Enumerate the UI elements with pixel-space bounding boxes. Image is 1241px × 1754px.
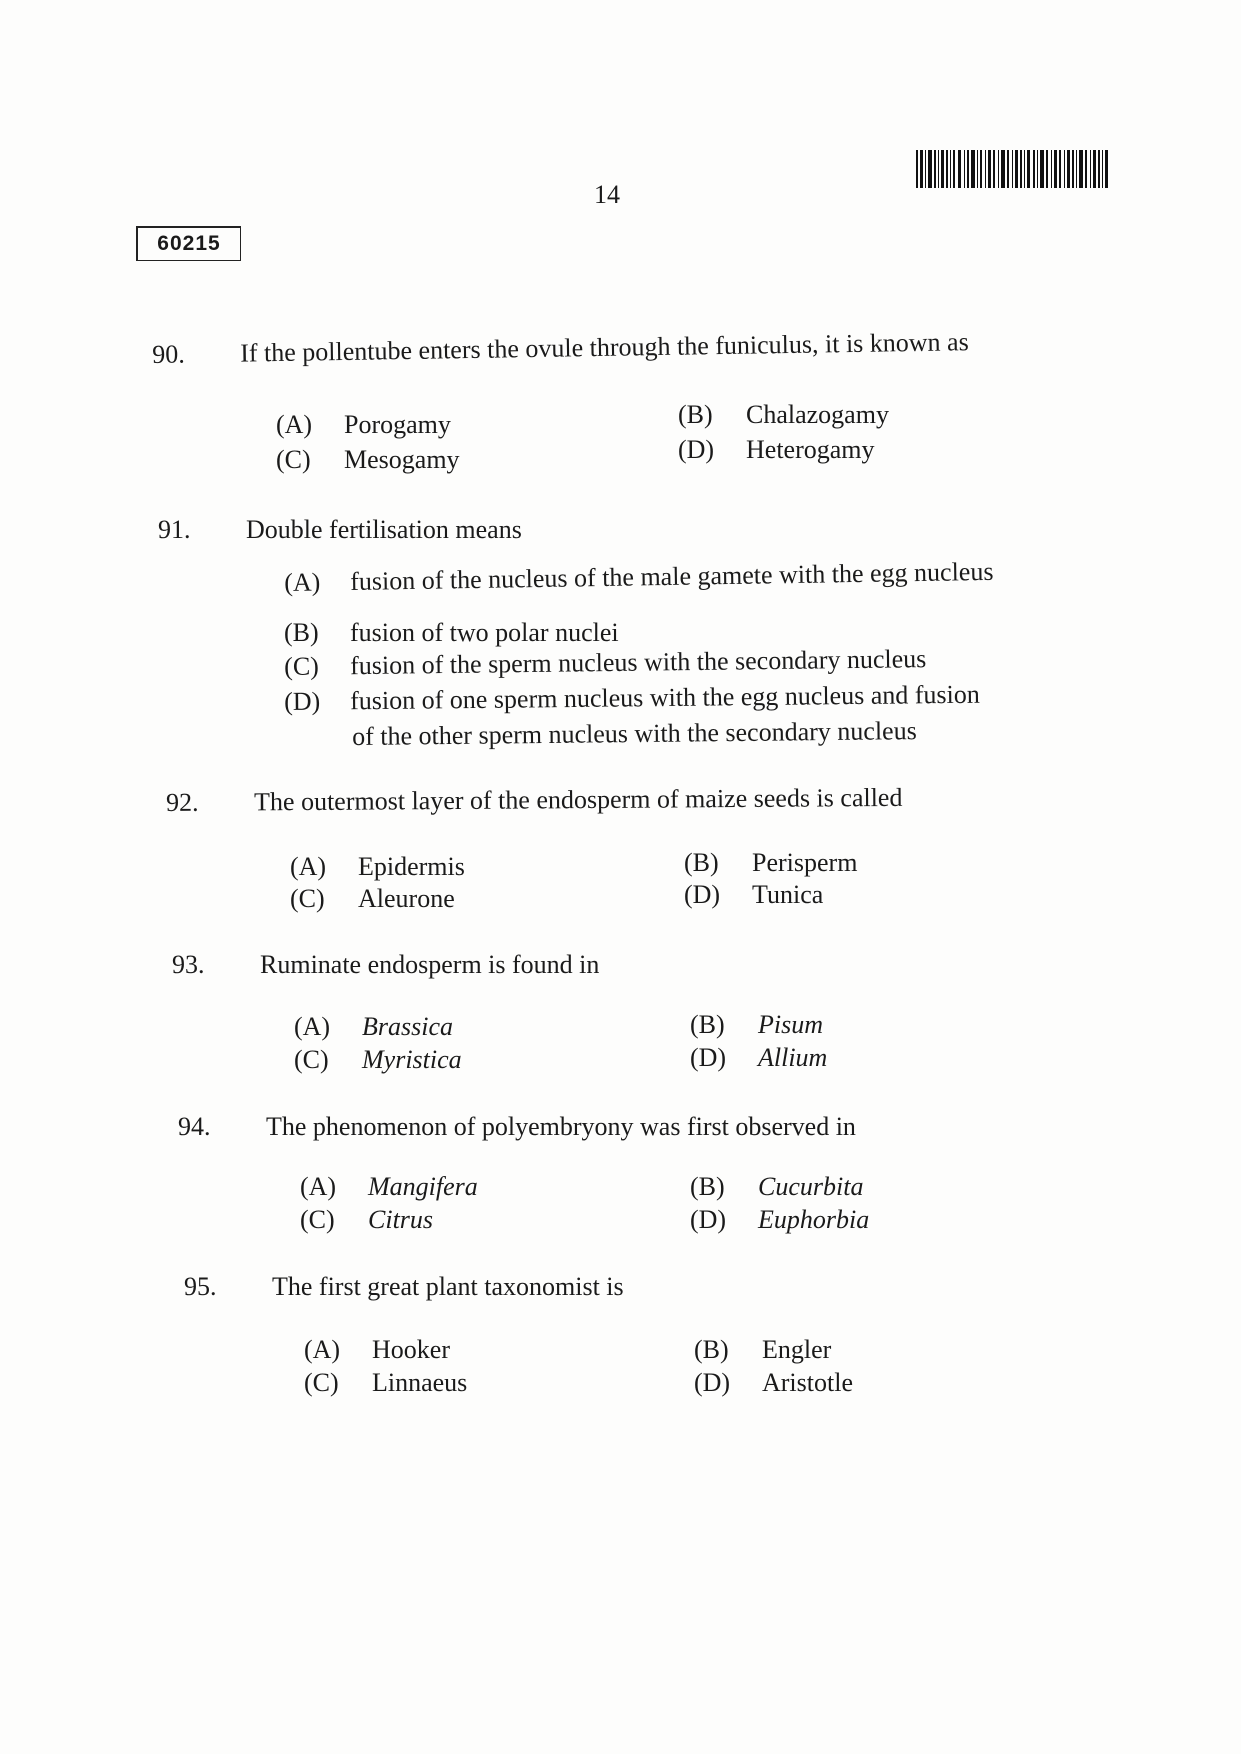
option-letter: (C) (300, 1205, 335, 1234)
question-92 (166, 781, 1166, 817)
option-c[interactable] (304, 1368, 467, 1398)
option-text: Porogamy (344, 410, 451, 439)
option-b[interactable] (684, 848, 857, 878)
option-d[interactable] (694, 1368, 853, 1398)
option-d-continuation (352, 716, 917, 752)
option-text: Brassica (362, 1012, 453, 1041)
option-a[interactable] (294, 1012, 453, 1042)
question-text: The first great plant taxonomist is (272, 1272, 624, 1301)
option-letter: (B) (284, 618, 319, 647)
option-b[interactable] (690, 1010, 823, 1040)
option-text: Citrus (368, 1205, 434, 1234)
option-d[interactable] (684, 880, 823, 910)
option-text: Epidermis (358, 852, 465, 881)
option-letter: (D) (690, 1043, 727, 1072)
option-text: Tunica (752, 880, 824, 909)
option-a[interactable] (290, 852, 465, 882)
option-text: Perisperm (752, 848, 858, 877)
option-letter: (B) (694, 1335, 729, 1364)
option-d[interactable] (690, 1043, 827, 1073)
option-letter: (D) (678, 435, 715, 464)
question-number: 92. (166, 787, 199, 817)
question-number: 94. (178, 1112, 211, 1141)
question-text: Ruminate endosperm is found in (260, 950, 600, 979)
option-c[interactable] (290, 884, 455, 914)
option-letter: (A) (284, 567, 321, 597)
option-d[interactable] (690, 1205, 869, 1235)
option-letter: (B) (678, 400, 713, 429)
option-c[interactable] (284, 644, 927, 682)
option-a[interactable] (284, 557, 994, 598)
paper-code-box: 60215 (136, 226, 241, 261)
question-text: The outermost layer of the endosperm of maize seeds is called (253, 782, 903, 817)
option-text: Pisum (758, 1010, 823, 1039)
option-letter: (B) (684, 848, 719, 877)
option-letter: (D) (284, 686, 321, 716)
option-text: fusion of the nucleus of the male gamete with the egg nucleus (349, 556, 994, 596)
option-text: Engler (762, 1335, 832, 1364)
question-text: Double fertilisation means (246, 515, 522, 544)
option-letter: (A) (276, 410, 313, 439)
option-b[interactable] (690, 1172, 863, 1202)
option-text: Allium (758, 1043, 828, 1072)
question-number: 90. (152, 339, 185, 369)
option-text: Linnaeus (372, 1368, 468, 1397)
page-number: 14 (594, 180, 620, 209)
option-text: Myristica (362, 1045, 462, 1074)
option-text: Aristotle (762, 1368, 853, 1397)
option-text: fusion of one sperm nucleus with the egg nucleus and fusion (349, 679, 980, 716)
question-number: 91. (158, 515, 191, 544)
option-letter: (C) (304, 1368, 339, 1397)
option-letter: (C) (290, 884, 325, 913)
option-letter: (D) (694, 1368, 731, 1397)
option-letter: (B) (690, 1172, 725, 1201)
option-text: fusion of two polar nuclei (350, 618, 619, 647)
option-letter: (A) (290, 852, 327, 881)
option-letter: (C) (294, 1045, 329, 1074)
option-a[interactable] (304, 1335, 450, 1365)
question-text: If the pollentube enters the ovule through the funiculus, it is known as (239, 327, 969, 368)
option-b[interactable] (284, 618, 619, 648)
question-number: 95. (184, 1272, 217, 1301)
option-letter: (C) (276, 445, 311, 474)
option-letter: (C) (284, 651, 320, 681)
option-c[interactable] (276, 445, 460, 475)
option-letter: (A) (300, 1172, 337, 1201)
option-letter: (A) (294, 1012, 331, 1041)
option-b[interactable] (694, 1335, 831, 1365)
option-continuation-text: of the other sperm nucleus with the secondary nucleus (352, 716, 917, 751)
option-text: fusion of the sperm nucleus with the secondary nucleus (349, 644, 927, 681)
option-a[interactable] (300, 1172, 478, 1202)
option-text: Hooker (372, 1335, 450, 1364)
option-text: Cucurbita (758, 1172, 864, 1201)
option-text: Aleurone (358, 884, 455, 913)
question-text: The phenomenon of polyembryony was first observed in (266, 1112, 856, 1141)
option-c[interactable] (294, 1045, 462, 1075)
option-letter: (D) (684, 880, 721, 909)
option-d[interactable] (284, 680, 980, 717)
option-text: Chalazogamy (746, 400, 889, 429)
option-text: Euphorbia (758, 1205, 870, 1234)
option-letter: (B) (690, 1010, 725, 1039)
option-text: Heterogamy (746, 435, 875, 464)
option-letter: (A) (304, 1335, 341, 1364)
option-a[interactable] (276, 410, 451, 440)
option-letter: (D) (690, 1205, 727, 1234)
question-number: 93. (172, 950, 205, 979)
barcode-icon (916, 150, 1108, 188)
option-d[interactable] (678, 435, 875, 465)
option-b[interactable] (678, 400, 889, 430)
option-c[interactable] (300, 1205, 433, 1235)
question-90 (152, 324, 1152, 369)
option-text: Mesogamy (344, 445, 460, 474)
option-text: Mangifera (368, 1172, 478, 1201)
